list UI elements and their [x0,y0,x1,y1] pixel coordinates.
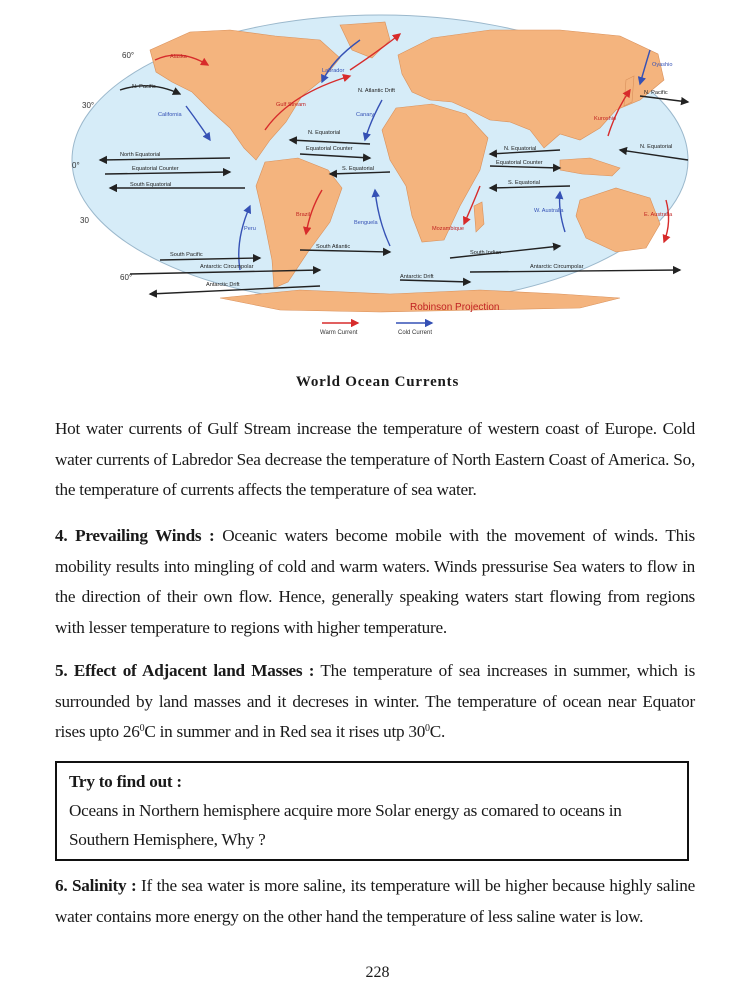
label-n-equatorial-atl: N. Equatorial [308,130,341,136]
label-canary: Canary [356,112,375,118]
lat-30s: 30 [80,216,89,225]
degree-superscript-2: 0 [425,723,430,734]
label-w-australia: W. Australia [534,208,564,214]
box-title: Try to find out : [69,772,182,791]
label-brazil: Brazil [296,212,310,218]
ocean-currents-map [60,10,690,340]
label-south-atlantic: South Atlantic [316,244,351,250]
label-s-equatorial-left: South Equatorial [130,182,172,188]
paragraph-currents [55,414,695,506]
label-antarctic-circumpolar-right: Antarctic Circumpolar [530,264,584,270]
lat-60s: 60° [120,273,133,282]
paragraph-adjacent-land [55,656,695,748]
cold-current-legend-label: Cold Current [398,330,433,336]
box-text: Oceans in Northern hemisphere acquire more Solar energy as comared to oceans in Southern Hemisphere, Why ? [69,801,622,849]
label-n-pacific-left: N. Pacific [132,84,156,90]
label-s-equatorial-atl: S. Equatorial [342,166,375,172]
projection-label: Robinson Projection [410,302,500,313]
label-e-australia: E. Australia [644,212,673,218]
label-antarctic-circumpolar-left: Antarctic Circumpolar [200,264,254,270]
label-california: California [158,112,182,118]
map-legend [320,323,432,336]
heading-adjacent-land: 5. Effect of Adjacent land Masses : [55,661,315,680]
label-n-equatorial-right: N. Equatorial [640,144,673,150]
label-antarctic-drift-mid: Antarctic Drift [400,274,434,280]
paragraph-adjacent-land-text-a: The temperature of sea increases in summer, which is surrounded by land masses and it decreses in winter. The temperature of ocean near Equator rises upto 26 [55,661,696,741]
paragraph-salinity [55,871,695,932]
lat-30n: 30° [82,101,95,110]
paragraph-prevailing-winds [55,521,695,643]
degree-superscript-1: 0 [139,723,145,734]
paragraph-salinity-text: If the sea water is more saline, its temperature will be higher because highly saline water contains more energy on the other hand the temperature of less saline water is low. [55,876,695,926]
page-number: 228 [365,964,390,981]
heading-prevailing-winds: 4. Prevailing Winds : [55,526,215,545]
lat-60n: 60° [122,51,135,60]
label-south-pacific: South Pacific [170,252,203,258]
label-south-indian: South Indian [470,250,502,256]
label-oyashio: Oyashio [652,62,673,68]
label-kuroshio: Kuroshio [594,116,617,122]
lat-0: 0° [72,161,80,170]
paragraph-adjacent-land-text-c: C. [429,722,446,741]
try-to-find-out-box [55,761,689,861]
label-equatorial-counter-atl: Equatorial Counter [306,146,353,152]
label-n-atlantic-drift: N. Atlantic Drift [358,88,395,94]
label-s-equatorial-ind: S. Equatorial [508,180,541,186]
warm-current-legend-label: Warm Current [320,330,358,336]
label-n-pacific-right: N. Pacific [644,90,668,96]
label-n-equatorial-left: North Equatorial [120,152,161,158]
figure-caption: World Ocean Currents [295,374,460,390]
label-mozambique: Mozambique [432,226,465,232]
heading-salinity: 6. Salinity : [55,876,137,895]
label-antarctic-drift-left: Antarctic Drift [206,282,240,288]
label-equatorial-counter-ind: Equatorial Counter [496,160,543,166]
label-n-equatorial-ind: N. Equatorial [504,146,537,152]
label-gulf-stream: Gulf Stream [276,102,306,108]
label-benguela: Benguela [354,220,378,226]
label-peru: Peru [244,226,256,232]
label-labrador: Labrador [322,68,345,74]
paragraph-currents-text: Hot water currents of Gulf Stream increase the temperature of western coast of Europe. Cold water currents of Labredor Sea decrease the temperature of North Eastern Coast of America. So, the temperature of currents affects the temperature of sea water. [55,419,695,499]
label-equatorial-counter-left: Equatorial Counter [132,166,179,172]
paragraph-adjacent-land-text-b: C in summer and in Red sea it rises utp 30 [144,722,426,741]
paragraph-prevailing-winds-text: Oceanic waters become mobile with the movement of winds. This mobility results into mingling of cold and warm waters. Winds pressurise Sea waters to flow in the direction of their own flow. Hence, generally speaking waters start flowing from regions with lesser temperature to regions with higher temperature. [55,526,695,637]
label-alaska: Alaska [170,54,187,60]
